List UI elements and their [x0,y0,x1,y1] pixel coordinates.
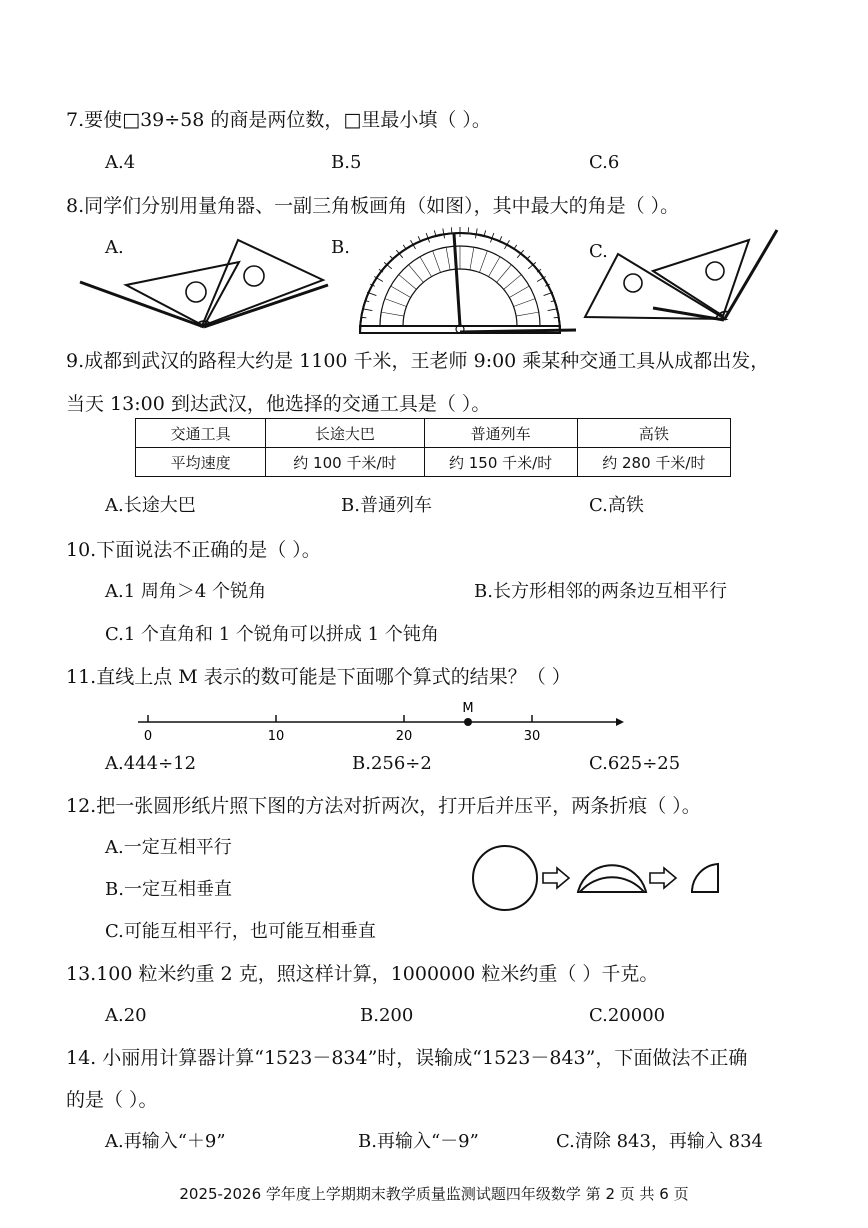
q12-option-a: A.一定互相平行 [105,837,232,858]
table-header-cell: 长途大巴 [266,419,424,448]
q14-line1: 14. 小丽用计算器计算“1523－834”时，误输成“1523－843”，下面做法不正确 [66,1047,748,1069]
q11-option-c: C.625÷25 [589,753,681,774]
q11-stem: 11.直线上点 M 表示的数可能是下面哪个算式的结果？（ ） [66,666,571,688]
q11-option-b: B.256÷2 [352,753,432,774]
q13-option-a: A.20 [105,1005,147,1026]
table-cell: 平均速度 [136,448,266,477]
table-row [136,448,731,477]
table-header-cell: 高铁 [577,419,730,448]
q14-line2: 的是（ ）。 [66,1089,158,1111]
q7-option-c: C.6 [589,152,620,173]
number-line-tick-label: 0 [143,729,153,744]
q13-stem: 13.100 粒米约重 2 克，照这样计算，1000000 粒米约重（ ）千克。 [66,963,659,985]
q8-fig-c-label: C. [589,241,608,262]
q10-stem: 10.下面说法不正确的是（ ）。 [66,539,321,561]
table-row [136,419,731,448]
page-footer: 2025-2026 学年度上学期期末教学质量监测试题四年级数学 第 2 页 共 6 页 [179,1185,689,1203]
speed-table [135,418,731,477]
table-header-cell: 普通列车 [424,419,577,448]
point-m-label: M [462,701,474,716]
full-circle-shape [473,846,537,910]
quarter-circle-shape [662,862,691,892]
q11-option-a: A.444÷12 [105,753,197,774]
q9-option-b: B.普通列车 [341,495,432,516]
q8-figure-c [583,226,783,326]
q14-option-c: C.清除 843，再输入 834 [556,1131,764,1152]
q10-option-a: A.1 周角＞4 个锐角 [105,581,267,602]
point-m-marker [464,718,472,726]
q14-option-a: A.再输入“＋9” [105,1131,226,1152]
number-line-tick-label: 20 [395,729,413,744]
arrow-icon [650,868,676,888]
q12-option-c: C.可能互相平行，也可能互相垂直 [105,921,376,942]
q7-option-a: A.4 [105,152,136,173]
q11-number-line [138,700,628,745]
number-line-tick-label: 10 [267,729,285,744]
q14-option-b: B.再输入“－9” [358,1131,479,1152]
q8-fig-a-label: A. [105,237,124,258]
q12-option-b: B.一定互相垂直 [105,879,232,900]
q7-stem: 7.要使□39÷58 的商是两位数，□里最小填（ ）。 [66,109,491,131]
table-header-cell: 交通工具 [136,419,266,448]
q9-line2: 当天 13:00 到达武汉，他选择的交通工具是（ ）。 [66,393,491,415]
table-cell: 约 150 千米/时 [424,448,577,477]
q10-option-c: C.1 个直角和 1 个锐角可以拼成 1 个钝角 [105,624,439,645]
half-circle-shape [580,877,644,892]
q10-option-b: B.长方形相邻的两条边互相平行 [474,581,727,602]
q12-stem: 12.把一张圆形纸片照下图的方法对折两次，打开后并压平，两条折痕（ ）。 [66,795,701,817]
q9-option-c: C.高铁 [589,495,644,516]
table-cell: 约 280 千米/时 [577,448,730,477]
q8-figure-a [78,238,333,333]
q13-option-b: B.200 [360,1005,414,1026]
q13-option-c: C.20000 [589,1005,666,1026]
q8-figure-b-protractor [358,226,578,338]
q9-line1: 9.成都到武汉的路程大约是 1100 千米，王老师 9:00 乘某种交通工具从成都出发， [66,350,770,372]
q8-fig-b-label: B. [331,237,350,258]
q9-option-a: A.长途大巴 [105,495,196,516]
q12-folding-figure [470,844,730,912]
table-cell: 约 100 千米/时 [266,448,424,477]
q8-stem: 8.同学们分别用量角器、一副三角板画角（如图），其中最大的角是（ ）。 [66,195,680,217]
arrow-icon [543,868,569,888]
q7-option-b: B.5 [331,152,362,173]
number-line-tick-label: 30 [523,729,541,744]
